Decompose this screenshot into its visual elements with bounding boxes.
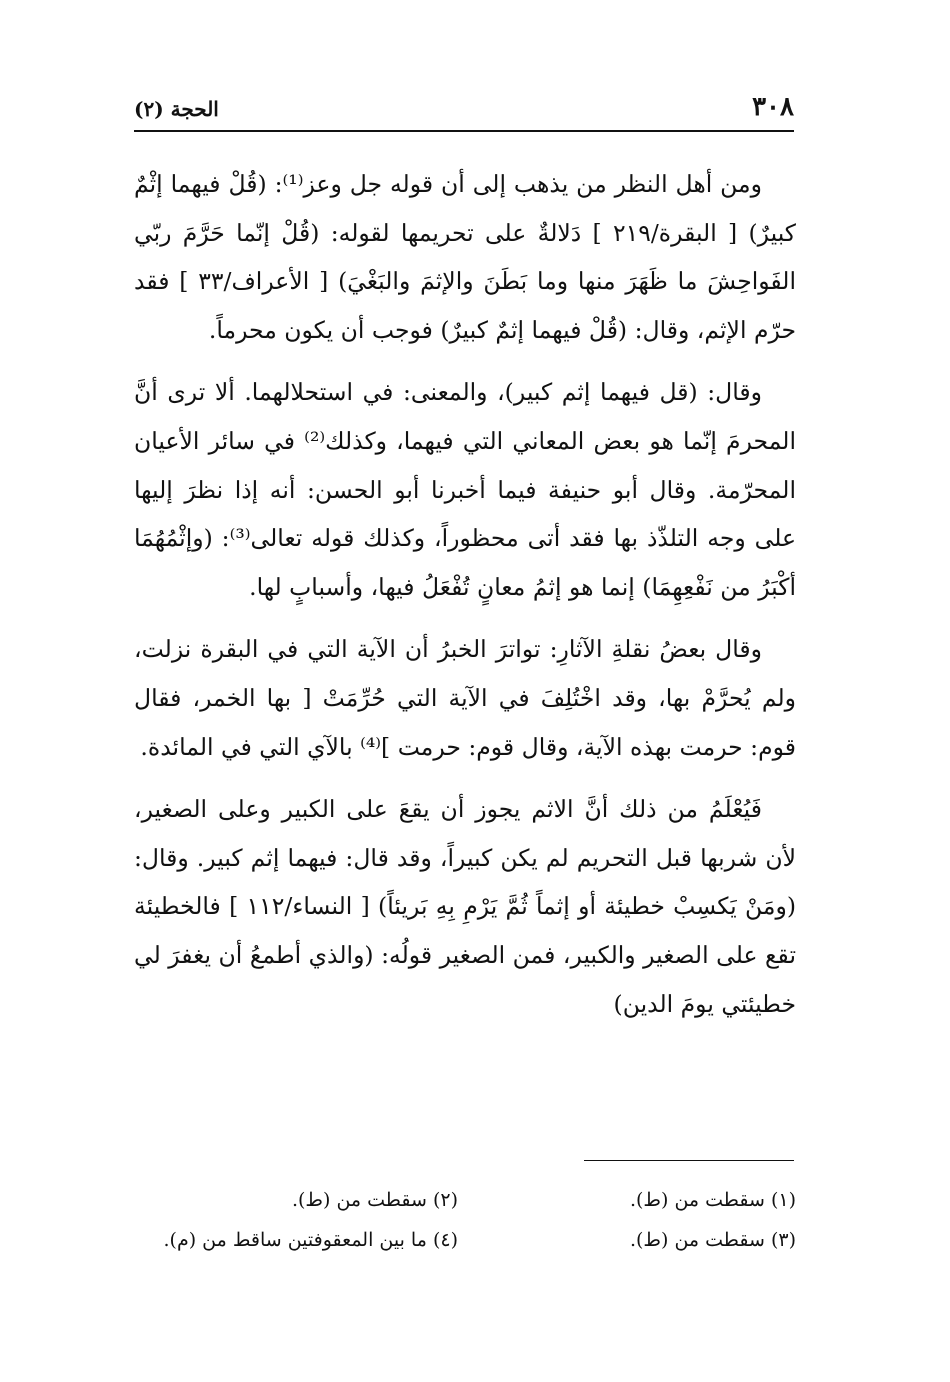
page-number: ٣٠٨ [752,92,794,122]
footnote-divider [584,1160,794,1161]
paragraph-3: وقال بعضُ نقلةِ الآثارِ: تواترَ الخبرُ أن الآية التي في البقرة نزلت، ولم يُحرَّمْ بها، وقد اخْتُلِفَ في الآية التي حُرِّمَتْ [ بها الخمر، فقال قوم: حرمت بهذه الآية، وقال قوم: حرمت ]⁽⁴⁾ بالآي التي في المائدة. [134,635,796,761]
footnote-1: (١) سقطت من (ط). [629,1189,796,1211]
header-divider [134,130,794,132]
footnote-4: (٤) ما بين المعقوفتين ساقط من (م). [163,1229,458,1251]
page-header [134,92,794,126]
footnote-2: (٢) سقطت من (ط). [291,1189,458,1211]
running-title: الحجة (٢) [134,97,219,121]
paragraph-1: ومن أهل النظر من يذهب إلى أن قوله جل وعز⁽¹⁾: (قُلْ فيهما إثْمٌ كبيرٌ) [ البقرة/٢١٩ ] دَلالةٌ على تحريمها لقوله: (قُلْ إنّما حَرَّمَ ربّي الفَواحِشَ ما ظَهَرَ منها وما بَطَنَ والإثمَ والبَغْيَ) [ الأعراف/٣٣ ] فقد حرّم الإثم، وقال: (قُلْ فيهما إثمٌ كبيرٌ) فوجب أن يكون محرماً. [134,170,796,344]
main-text [134,160,796,1042]
paragraph-4: فَيُعْلَمُ من ذلك أنَّ الاثم يجوز أن يقعَ على الكبير وعلى الصغير، لأن شربها قبل التحريم لم يكن كبيراً، وقد قال: فيهما إثم كبير. وقال: (ومَنْ يَكسِبْ خطيئة أو إثماً ثُمَّ يَرْمِ بِهِ بَريئاً) [ النساء/١١٢ ] فالخطيئة تقع على الصغير والكبير، فمن الصغير قولُه: (والذي أطمعُ أن يغفرَ لي خطيئتي يومَ الدين) [134,795,796,1018]
footnote-3: (٣) سقطت من (ط). [629,1229,796,1251]
footnote-row [120,1220,796,1260]
footnotes [120,1180,796,1260]
paragraph-2: وقال: (قل فيهما إثم كبير)، والمعنى: في استحلالهما. ألا ترى أنَّ المحرمَ إنّما هو بعض المعاني التي فيهما، وكذلك⁽²⁾ في سائر الأعيان المحرّمة. وقال أبو حنيفة فيما أخبرنا أبو الحسن: أنه إذا نظرَ إليها على وجه التلذّذ بها فقد أتى محظوراً، وكذلك قوله تعالى⁽³⁾: (وإثْمُهُمَا أكْبَرُ من نَفْعِهِمَا) إنما هو إثمُ معانٍ تُفْعَلُ فيها، وأسبابٍ لها. [134,378,796,601]
footnote-row [120,1180,796,1220]
